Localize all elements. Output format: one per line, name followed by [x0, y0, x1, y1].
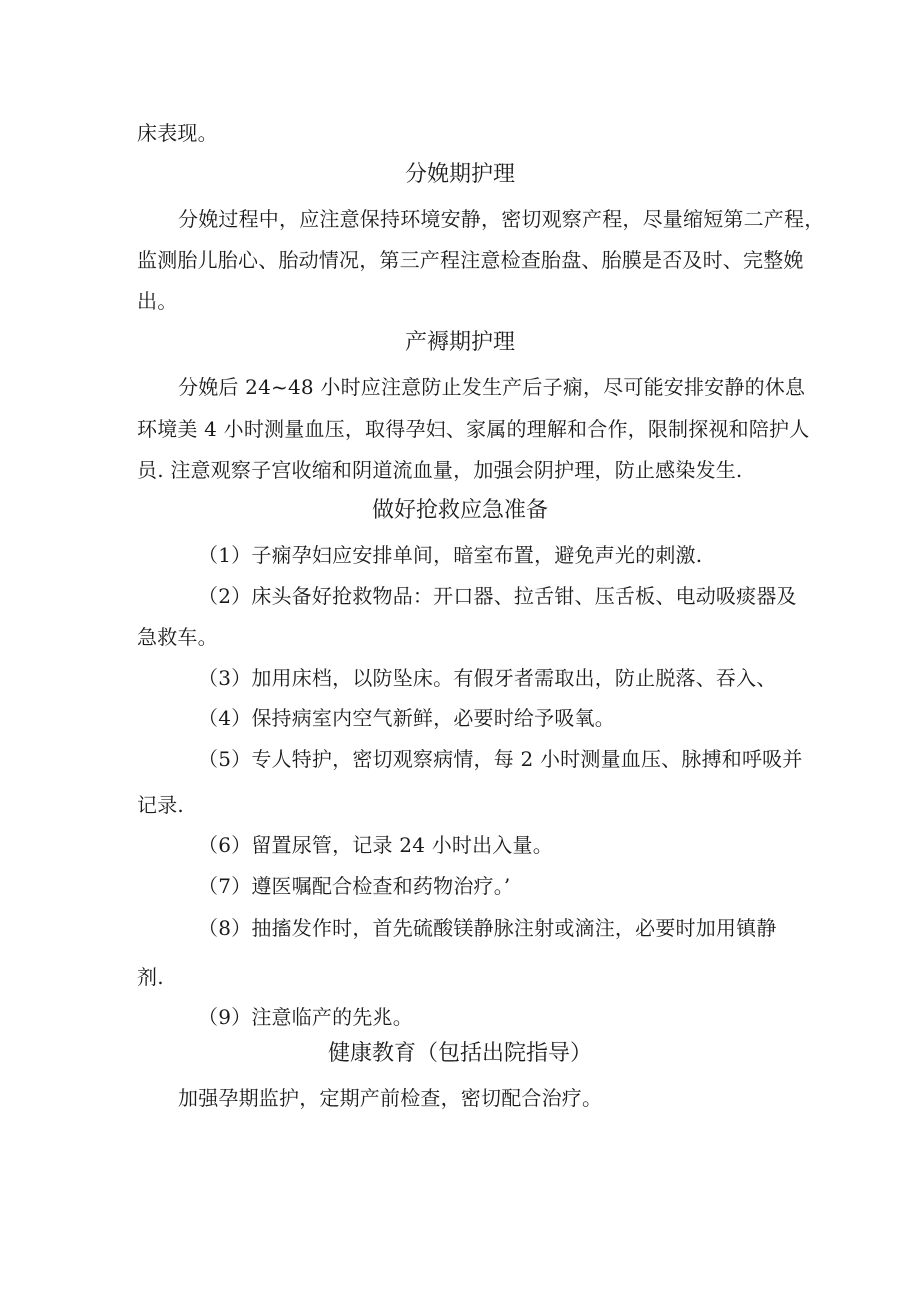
- paragraph-line: 分娩过程中，应注意保持环境安静，密切观察产程，尽量缩短第二产程，: [178, 207, 825, 231]
- paragraph-line: 环境美 4 小时测量血压，取得孕妇、家属的理解和合作，限制探视和陪护人: [137, 417, 810, 441]
- heading-health-education: 健康教育（包括出院指导）: [327, 1041, 592, 1066]
- list-item: （5）专人特护，密切观察病情，每 2 小时测量血压、脉搏和呼吸并: [198, 747, 803, 771]
- list-item: （8）抽搐发作时，首先硫酸镁静脉注射或滴注，必要时加用镇静: [198, 916, 777, 940]
- list-item-continuation: 记录.: [137, 793, 184, 817]
- paragraph-line: 监测胎儿胎心、胎动情况，第三产程注意检查胎盘、胎膜是否及时、完整娩: [137, 248, 804, 272]
- paragraph-line: 员. 注意观察子宫收缩和阴道流血量，加强会阴护理，防止感染发生.: [137, 458, 743, 482]
- list-item: （7）遵医嘱配合检查和药物治疗。’: [198, 874, 511, 898]
- list-item: （1）子痫孕妇应安排单间，暗室布置，避免声光的刺激.: [198, 543, 703, 567]
- list-item-continuation: 剂.: [137, 965, 164, 989]
- list-item: （4）保持病室内空气新鲜，必要时给予吸氧。: [198, 706, 615, 730]
- list-item-continuation: 急救车。: [137, 625, 218, 649]
- list-item: （6）留置尿管，记录 24 小时出入量。: [198, 833, 553, 857]
- list-item: （2）床头备好抢救物品：开口器、拉舌钳、压舌板、电动吸痰器及: [198, 584, 797, 608]
- paragraph-line: 分娩后 24~48 小时应注意防止发生产后子痫，尽可能安排安静的休息: [178, 375, 806, 399]
- list-item: （9）注意临产的先兆。: [198, 1005, 413, 1029]
- paragraph-intro-tail: 床表现。: [137, 121, 218, 145]
- paragraph-line: 加强孕期监护，定期产前检查，密切配合治疗。: [178, 1086, 603, 1110]
- heading-delivery-care: 分娩期护理: [404, 162, 515, 187]
- heading-postpartum-care: 产褥期护理: [404, 330, 515, 355]
- list-item: （3）加用床档，以防坠床。有假牙者需取出，防止脱落、吞入、: [198, 666, 777, 690]
- heading-emergency-prep: 做好抢救应急准备: [371, 498, 548, 523]
- paragraph-line: 出。: [137, 289, 178, 313]
